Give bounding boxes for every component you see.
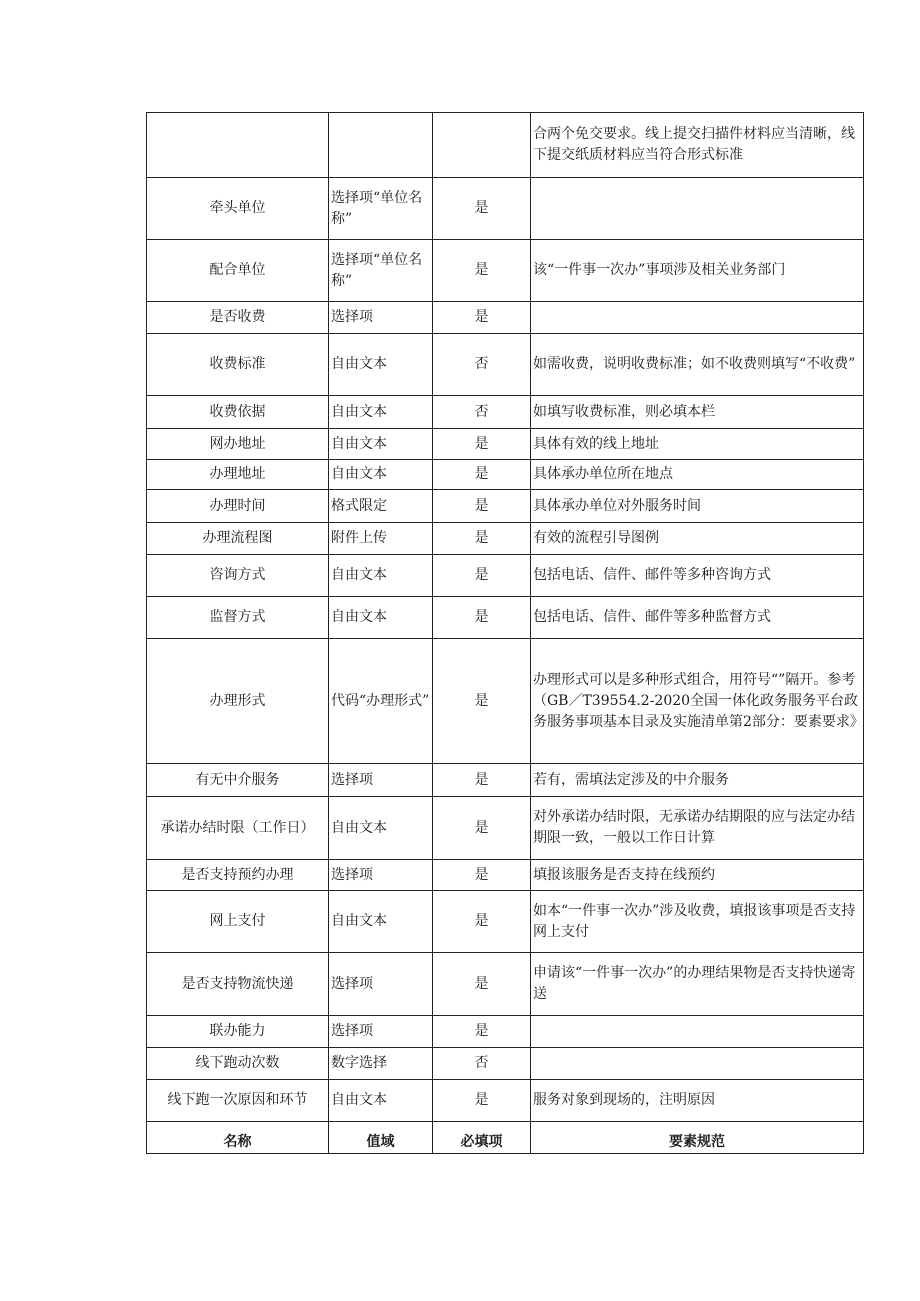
header-required: 必填项	[433, 1122, 531, 1154]
table-row	[147, 639, 864, 764]
row-spec: 具体承办单位所在地点	[531, 460, 864, 490]
row-name: 配合单位	[147, 240, 329, 302]
row-required: 是	[433, 490, 531, 523]
row-required: 是	[433, 240, 531, 302]
row-spec: 具体有效的线上地址	[531, 429, 864, 460]
row-name: 办理地址	[147, 460, 329, 490]
element-spec-table	[146, 112, 864, 1154]
row-name: 牵头单位	[147, 178, 329, 240]
row-spec	[531, 178, 864, 240]
row-required: 是	[433, 764, 531, 797]
row-name: 联办能力	[147, 1016, 329, 1048]
row-required: 是	[433, 302, 531, 334]
row-name: 线下跑一次原因和环节	[147, 1080, 329, 1122]
row-required: 是	[433, 891, 531, 953]
row-required: 是	[433, 860, 531, 891]
table-row	[147, 953, 864, 1016]
row-domain: 自由文本	[329, 396, 433, 429]
table-row	[147, 764, 864, 797]
row-required: 是	[433, 639, 531, 764]
row-required: 否	[433, 334, 531, 396]
row-domain: 选择项“单位名称”	[329, 178, 433, 240]
table-row	[147, 460, 864, 490]
row-required: 是	[433, 429, 531, 460]
header-domain: 值域	[329, 1122, 433, 1154]
row-spec: 办理形式可以是多种形式组合，用符号“”隔开。参考（GB／T39554.2-2020全国一体化政务服务平台政务服务事项基本目录及实施清单第2部分：要素要求》	[531, 639, 864, 764]
table-row	[147, 860, 864, 891]
table-row	[147, 178, 864, 240]
row-required: 是	[433, 523, 531, 555]
row-required	[433, 113, 531, 178]
row-required: 是	[433, 597, 531, 639]
table-row	[147, 490, 864, 523]
column-header-row	[147, 1122, 864, 1154]
row-domain: 自由文本	[329, 1080, 433, 1122]
header-spec: 要素规范	[531, 1122, 864, 1154]
row-spec	[531, 1016, 864, 1048]
table-row	[147, 1016, 864, 1048]
row-domain: 自由文本	[329, 460, 433, 490]
row-spec: 对外承诺办结时限，无承诺办结期限的应与法定办结期限一致，一般以工作日计算	[531, 797, 864, 860]
row-name: 是否收费	[147, 302, 329, 334]
table-row	[147, 555, 864, 597]
table-row	[147, 523, 864, 555]
row-required: 是	[433, 555, 531, 597]
row-domain: 自由文本	[329, 891, 433, 953]
row-domain: 选择项	[329, 1016, 433, 1048]
row-spec: 合两个免交要求。线上提交扫描件材料应当清晰，线下提交纸质材料应当符合形式标准	[531, 113, 864, 178]
row-name: 收费依据	[147, 396, 329, 429]
table-row	[147, 396, 864, 429]
table-row	[147, 1080, 864, 1122]
row-name: 办理形式	[147, 639, 329, 764]
row-spec: 如填写收费标准，则必填本栏	[531, 396, 864, 429]
row-domain: 代码“办理形式”	[329, 639, 433, 764]
row-domain: 附件上传	[329, 523, 433, 555]
row-required: 是	[433, 1016, 531, 1048]
row-name: 有无中介服务	[147, 764, 329, 797]
row-domain: 选择项	[329, 953, 433, 1016]
table-row	[147, 891, 864, 953]
row-required: 是	[433, 1080, 531, 1122]
row-domain: 自由文本	[329, 555, 433, 597]
row-name: 办理时间	[147, 490, 329, 523]
row-domain: 格式限定	[329, 490, 433, 523]
row-name: 网上支付	[147, 891, 329, 953]
table-row	[147, 240, 864, 302]
row-name: 线下跑动次数	[147, 1048, 329, 1080]
row-name: 咨询方式	[147, 555, 329, 597]
table-row	[147, 429, 864, 460]
row-spec: 申请该“一件事一次办”的办理结果物是否支持快递寄送	[531, 953, 864, 1016]
header-name: 名称	[147, 1122, 329, 1154]
table-row	[147, 597, 864, 639]
row-domain: 数字选择	[329, 1048, 433, 1080]
row-spec	[531, 1048, 864, 1080]
row-spec: 该“一件事一次办”事项涉及相关业务部门	[531, 240, 864, 302]
row-domain: 选择项	[329, 860, 433, 891]
row-required: 是	[433, 797, 531, 860]
row-domain: 自由文本	[329, 334, 433, 396]
row-name	[147, 113, 329, 178]
row-spec: 如需收费，说明收费标准；如不收费则填写“不收费”	[531, 334, 864, 396]
row-spec: 包括电话、信件、邮件等多种监督方式	[531, 597, 864, 639]
row-required: 是	[433, 178, 531, 240]
row-name: 是否支持物流快递	[147, 953, 329, 1016]
row-spec: 包括电话、信件、邮件等多种咨询方式	[531, 555, 864, 597]
row-domain: 自由文本	[329, 597, 433, 639]
row-name: 承诺办结时限（工作日）	[147, 797, 329, 860]
table-row	[147, 1048, 864, 1080]
row-spec: 填报该服务是否支持在线预约	[531, 860, 864, 891]
row-domain	[329, 113, 433, 178]
table-row	[147, 113, 864, 178]
row-name: 网办地址	[147, 429, 329, 460]
row-domain: 自由文本	[329, 797, 433, 860]
table-row	[147, 302, 864, 334]
row-spec: 如本“一件事一次办”涉及收费，填报该事项是否支持网上支付	[531, 891, 864, 953]
row-spec: 服务对象到现场的，注明原因	[531, 1080, 864, 1122]
row-required: 否	[433, 1048, 531, 1080]
row-required: 否	[433, 396, 531, 429]
row-spec: 若有，需填法定涉及的中介服务	[531, 764, 864, 797]
row-name: 收费标准	[147, 334, 329, 396]
table-row	[147, 334, 864, 396]
row-required: 是	[433, 460, 531, 490]
row-domain: 自由文本	[329, 429, 433, 460]
row-spec: 具体承办单位对外服务时间	[531, 490, 864, 523]
row-spec: 有效的流程引导图例	[531, 523, 864, 555]
row-domain: 选择项“单位名称”	[329, 240, 433, 302]
table-row	[147, 797, 864, 860]
row-name: 监督方式	[147, 597, 329, 639]
row-required: 是	[433, 953, 531, 1016]
row-name: 办理流程图	[147, 523, 329, 555]
row-spec	[531, 302, 864, 334]
row-name: 是否支持预约办理	[147, 860, 329, 891]
row-domain: 选择项	[329, 764, 433, 797]
row-domain: 选择项	[329, 302, 433, 334]
